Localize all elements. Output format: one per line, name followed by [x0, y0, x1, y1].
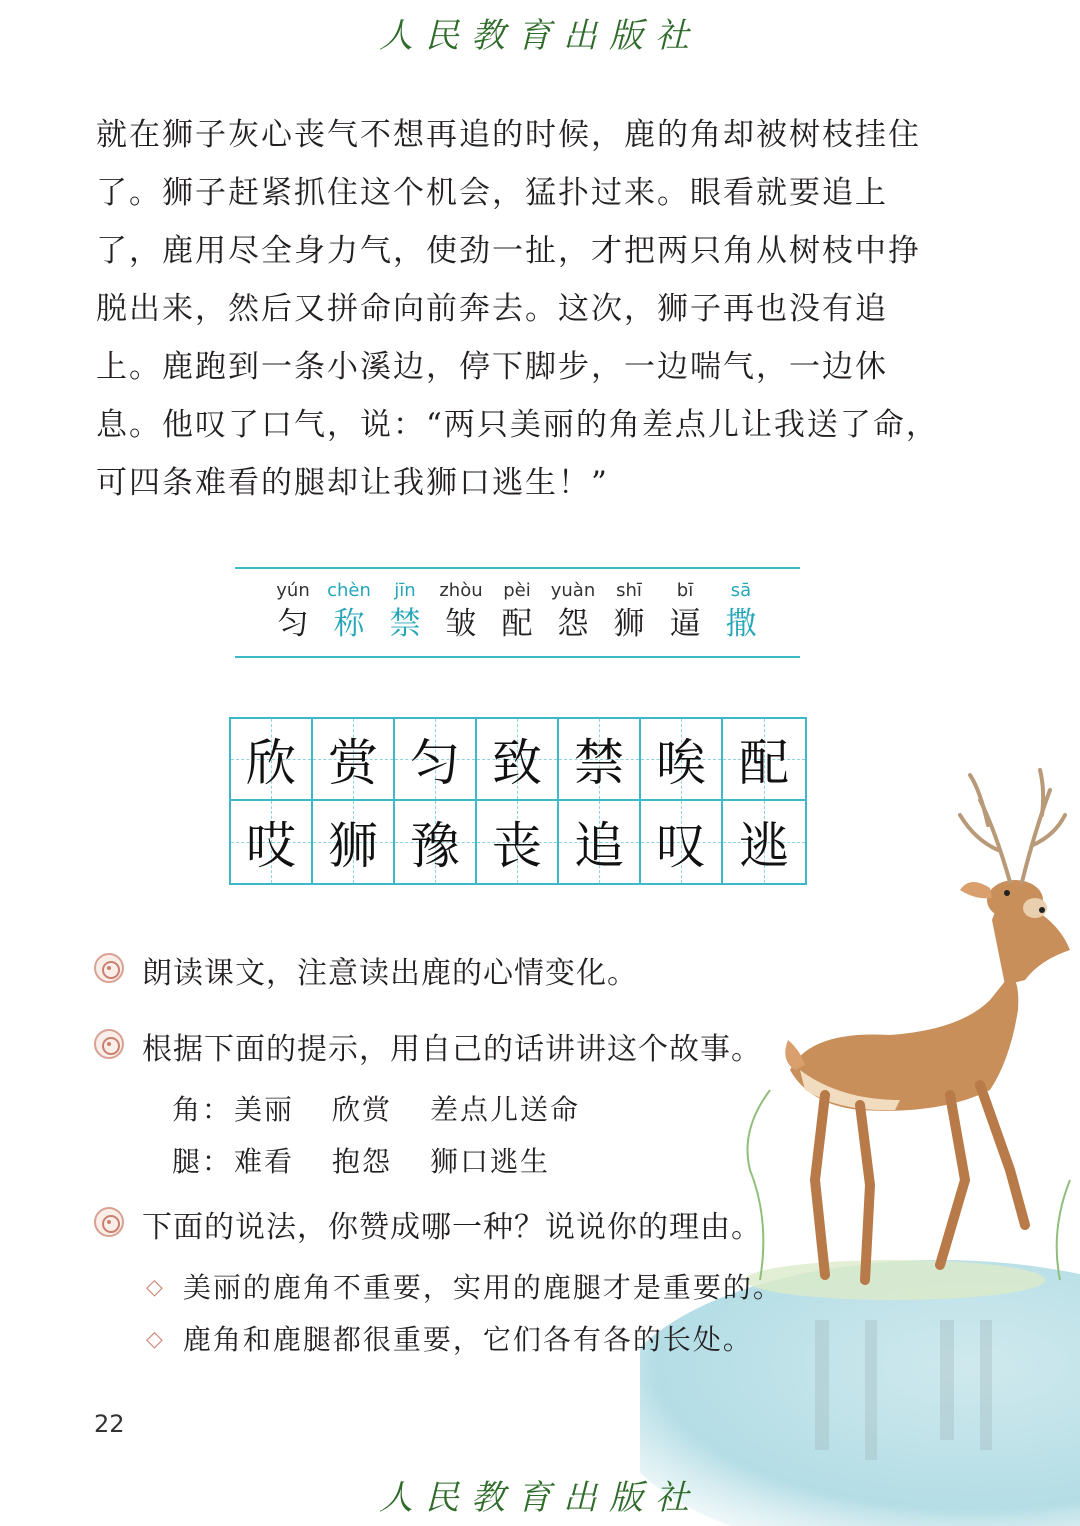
- character: 配: [501, 606, 533, 642]
- character: 称: [333, 606, 365, 642]
- character: 匀: [277, 606, 309, 642]
- hint-word: 欣赏: [332, 1093, 393, 1126]
- pinyin: jīn: [394, 580, 416, 601]
- grid-cell: [477, 801, 559, 883]
- hint-word: 差点儿送命: [430, 1093, 581, 1126]
- pinyin-char: [601, 578, 657, 644]
- grid-cell: [395, 719, 477, 801]
- grid-cell: [477, 719, 559, 801]
- grid-cell: [231, 719, 313, 801]
- pinyin: shī: [616, 580, 642, 601]
- pinyin-char: [545, 578, 601, 644]
- opinion-option: [146, 1266, 783, 1306]
- grid-cell: [559, 801, 641, 883]
- grid-character: 唉: [656, 734, 706, 792]
- grid-character: 追: [574, 817, 624, 875]
- pinyin: yuàn: [550, 580, 596, 601]
- grid-character: 禁: [574, 734, 624, 792]
- grid-character: 赏: [328, 734, 378, 792]
- publisher-header: 人民教育出版社: [379, 16, 701, 56]
- grid-character: 欣: [246, 734, 296, 792]
- grid-cell: [313, 801, 395, 883]
- exercise-question: 根据下面的提示，用自己的话讲讲这个故事。: [142, 1032, 762, 1067]
- publisher-footer: 人民教育出版社: [379, 1478, 701, 1518]
- character: 皱: [445, 606, 477, 642]
- grid-cell: [559, 719, 641, 801]
- option-text: 美丽的鹿角不重要，实用的鹿腿才是重要的。: [182, 1271, 783, 1304]
- grid-cell: [395, 801, 477, 883]
- character: 狮: [613, 606, 645, 642]
- pinyin-char: [265, 578, 321, 644]
- hint-key: 腿：: [172, 1145, 233, 1178]
- hint-word: 难看: [234, 1145, 295, 1178]
- grid-character: 丧: [492, 817, 542, 875]
- pinyin-bottom-rule: [235, 656, 800, 658]
- deer-illustration: [640, 760, 1080, 1526]
- pinyin: sā: [730, 580, 752, 601]
- grid-character: 狮: [328, 817, 378, 875]
- pinyin: chèn: [327, 580, 371, 601]
- exercise-question: 朗读课文，注意读出鹿的心情变化。: [142, 956, 638, 991]
- story-paragraph-text: 鹿跑到一条小溪边，停下脚步，一边喘气，一边休息。他叹了口气，说：“两只美丽的角差点儿让我送了命，可四条难看的腿却让我狮口逃生！”: [96, 349, 939, 501]
- hint-row: [172, 1140, 588, 1180]
- hint-word: 抱怨: [332, 1145, 393, 1178]
- grid-character: 配: [739, 734, 789, 792]
- exercise-bullet-icon: [94, 1029, 124, 1059]
- diamond-icon: ◇: [146, 1327, 165, 1352]
- hint-word: 狮口逃生: [430, 1145, 551, 1178]
- grid-character: 致: [492, 734, 542, 792]
- pinyin-char: [657, 578, 713, 644]
- grass-bank: [745, 1260, 1045, 1300]
- pinyin-char: [377, 578, 433, 644]
- grid-character: 匀: [410, 734, 460, 792]
- pinyin-char: [321, 578, 377, 644]
- opinion-option: [146, 1318, 753, 1358]
- grid-cell: [313, 719, 395, 801]
- pinyin: bī: [676, 580, 694, 601]
- new-characters-pinyin: [265, 578, 769, 644]
- story-paragraph: 就在狮子灰心丧气不想再追的时候，鹿的角却被树枝挂住了。狮子赶紧抓住这个机会，猛扑过来。眼看就要追上了，鹿用尽全身力气，使劲一扯，才把两只角从树枝中挣脱出来，然后又拼命向前奔去。这次，狮子再也没有追上。: [96, 117, 921, 385]
- grid-character: 逃: [739, 817, 789, 875]
- option-text: 鹿角和鹿腿都很重要，它们各有各的长处。: [182, 1323, 753, 1356]
- pinyin-char: [713, 578, 769, 644]
- grid-character: 叹: [656, 817, 706, 875]
- character: 怨: [557, 606, 589, 642]
- hint-word: 美丽: [234, 1093, 295, 1126]
- exercise-bullet-icon: [94, 953, 124, 983]
- character: 撒: [725, 606, 757, 642]
- pinyin: zhòu: [439, 580, 483, 601]
- exercise-bullet-icon: [94, 1207, 124, 1237]
- page-number: 22: [94, 1410, 125, 1438]
- hint-key: 角：: [172, 1093, 233, 1126]
- character: 禁: [389, 606, 421, 642]
- hint-row: [172, 1088, 618, 1128]
- pinyin-char: [433, 578, 489, 644]
- pinyin-top-rule: [235, 567, 800, 569]
- story-paragraph: [96, 338, 946, 512]
- grid-character: 哎: [246, 817, 296, 875]
- character: 逼: [669, 606, 701, 642]
- diamond-icon: ◇: [146, 1275, 165, 1300]
- pinyin-char: [489, 578, 545, 644]
- grid-cell: [231, 801, 313, 883]
- exercise-question: 下面的说法，你赞成哪一种？说说你的理由。: [142, 1210, 762, 1245]
- deer: [785, 770, 1070, 1280]
- vines: [748, 1090, 1071, 1280]
- pinyin: pèi: [503, 580, 531, 601]
- pinyin: yún: [276, 580, 310, 601]
- grid-character: 豫: [410, 817, 460, 875]
